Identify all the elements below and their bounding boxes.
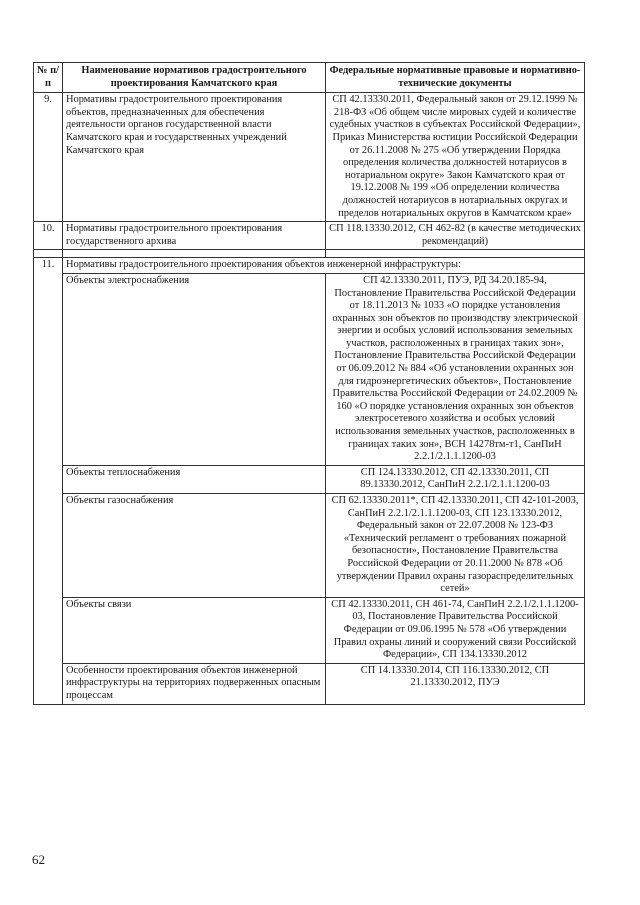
- sub-row-name: Объекты связи: [63, 597, 326, 663]
- sub-row-docs: СП 62.13330.2011*, СП 42.13330.2011, СП 42-101-2003, СанПиН 2.2.1/2.1.1.1200-03, СП 123.13330.2012, Федеральный закон от 22.07.2008 № 123-ФЗ «Технический регламент о требованиях пожарной безопасности», Постановление Правительства Российской Федерации от 20.11.2000 № 878 «Об утверждении Правил охраны газораспределительных сетей»: [326, 494, 585, 598]
- spacer-row: [34, 250, 585, 258]
- table-row: [34, 222, 585, 250]
- sub-row-name: Объекты электроснабжения: [63, 273, 326, 465]
- norms-table: [33, 62, 585, 705]
- page-number: 62: [32, 852, 45, 867]
- row-name: Нормативы градостроительного проектирования государственного архива: [63, 222, 326, 250]
- sub-row-name: Особенности проектирования объектов инженерной инфраструктуры на территориях подверженных опасным процессам: [63, 663, 326, 704]
- header-num: № п/п: [34, 63, 63, 93]
- table-row: [34, 258, 585, 274]
- header-name: Наименование нормативов градостроительного проектирования Камчатского края: [63, 63, 326, 93]
- sub-row-name: Объекты газоснабжения: [63, 494, 326, 598]
- row-name: Нормативы градостроительного проектирования объектов, предназначенных для обеспечения деятельности органов государственной власти Камчатского края и государственных учреждений Камчатского края: [63, 93, 326, 222]
- table-row: [34, 93, 585, 222]
- sub-row: [34, 494, 585, 598]
- row-docs: СП 42.13330.2011, Федеральный закон от 29.12.1999 № 218-ФЗ «Об общем числе мировых судей и количестве судебных участков в субъектах Российской Федерации», Приказ Министерства юстиции Российской Федерации от 26.11.2008 № 275 «Об утверждении Порядка определения количества должностей нотариусов в нотариальном округе» Закон Камчатского края от 19.12.2008 № 199 «Об определении количества должностей нотариусов в нотариальных округах и пределов нотариальных округов в Камчатском крае»: [326, 93, 585, 222]
- sub-row-docs: СП 42.13330.2011, СН 461-74, СанПиН 2.2.1/2.1.1.1200-03, Постановление Правительства Российской Федерации от 09.06.1995 № 578 «Об утверждении Правил охраны линий и сооружений связи Российской Федерации», СП 134.13330.2012: [326, 597, 585, 663]
- sub-row: [34, 597, 585, 663]
- sub-row-docs: СП 42.13330.2011, ПУЭ, РД 34.20.185-94, Постановление Правительства Российской Федерации от 18.11.2013 № 1033 «О порядке установления охранных зон объектов по производству электрической энергии и особых условий использования земельных участков, расположенных в границах таких зон», Постановление Правительства Российской Федерации от 06.09.2012 № 884 «Об установлении охранных зон для гидроэнергетических объектов», Постановление Правительства Российской Федерации от 24.02.2009 № 160 «О порядке установления охранных зон объектов электросетевого хозяйства и особых условий использования земельных участков, расположенных в границах таких зон», ВСН 14278тм-т1, СанПиН 2.2.1/2.1.1.1200-03: [326, 273, 585, 465]
- row-number: 10.: [34, 222, 63, 250]
- row-docs: СП 118.13330.2012, СН 462-82 (в качестве методических рекомендаций): [326, 222, 585, 250]
- sub-row-name: Объекты теплоснабжения: [63, 465, 326, 493]
- sub-row: [34, 465, 585, 493]
- sub-row-docs: СП 14.13330.2014, СП 116.13330.2012, СП 21.13330.2012, ПУЭ: [326, 663, 585, 704]
- sub-row-docs: СП 124.13330.2012, СП 42.13330.2011, СП 89.13330.2012, СанПиН 2.2.1/2.1.1.1200-03: [326, 465, 585, 493]
- table-header-row: [34, 63, 585, 93]
- header-docs: Федеральные нормативные правовые и нормативно-технические документы: [326, 63, 585, 93]
- sub-row: [34, 273, 585, 465]
- row-number: 9.: [34, 93, 63, 222]
- sub-row: [34, 663, 585, 704]
- row-number: 11.: [34, 258, 63, 704]
- section-title: Нормативы градостроительного проектирования объектов инженерной инфраструктуры:: [63, 258, 585, 274]
